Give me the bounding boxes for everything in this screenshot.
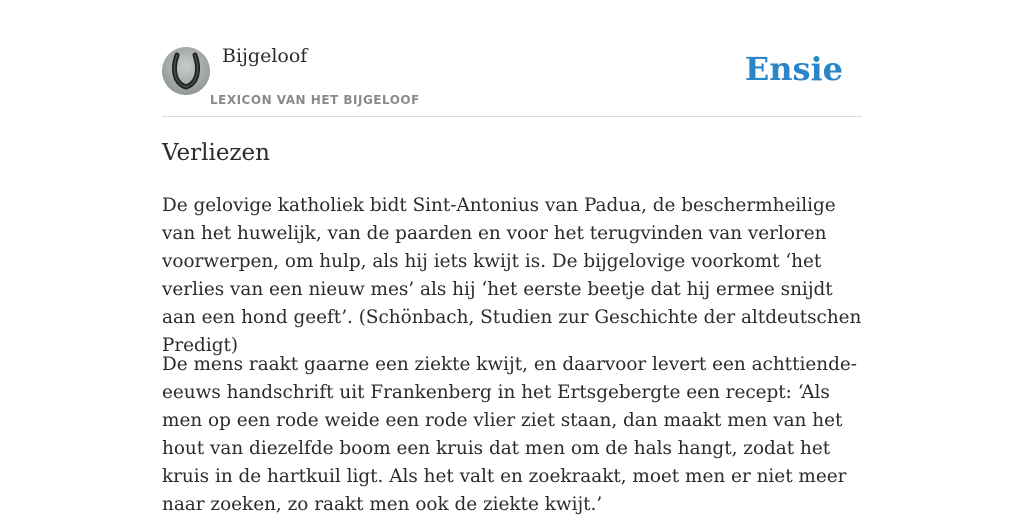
article-paragraph: De gelovige katholiek bidt Sint-Antonius van Padua, de beschermheilige van het huwelijk, van de paarden en voor het terugvinden van verloren voorwerpen, om hulp, als hij iets kwijt is. De bijgelovige voorkomt ‘het verlies van een nieuw mes’ als hij ‘het eerste beetje dat hij ermee snijdt aan een hond geeft’. (Schönbach, Studien zur Geschichte der altdeutschen Predigt) xyxy=(162,195,862,356)
author-link[interactable]: Bijgeloof xyxy=(222,45,308,67)
author-subtitle: LEXICON VAN HET BIJGELOOF xyxy=(210,93,420,107)
brand-logo-link[interactable]: Ensie xyxy=(744,50,843,88)
article-title: Verliezen xyxy=(162,140,270,166)
article-card xyxy=(162,0,862,515)
avatar[interactable] xyxy=(162,47,210,95)
article-header xyxy=(162,0,862,117)
horseshoe-icon xyxy=(162,47,210,95)
article-paragraph: De mens raakt gaarne een ziekte kwijt, en daarvoor levert een achttiende-eeuws handschrift uit Frankenberg in het Ertsgebergte een recept: ‘Als men op een rode weide een rode vlier ziet staan, dan maakt men van het hout van diezelfde boom een kruis dat men om de hals hangt, zodat het kruis in de hartkuil ligt. Als het valt en zoekraakt, moet men er niet meer naar zoeken, zo raakt men ook de ziekte kwijt.’ xyxy=(162,354,857,515)
